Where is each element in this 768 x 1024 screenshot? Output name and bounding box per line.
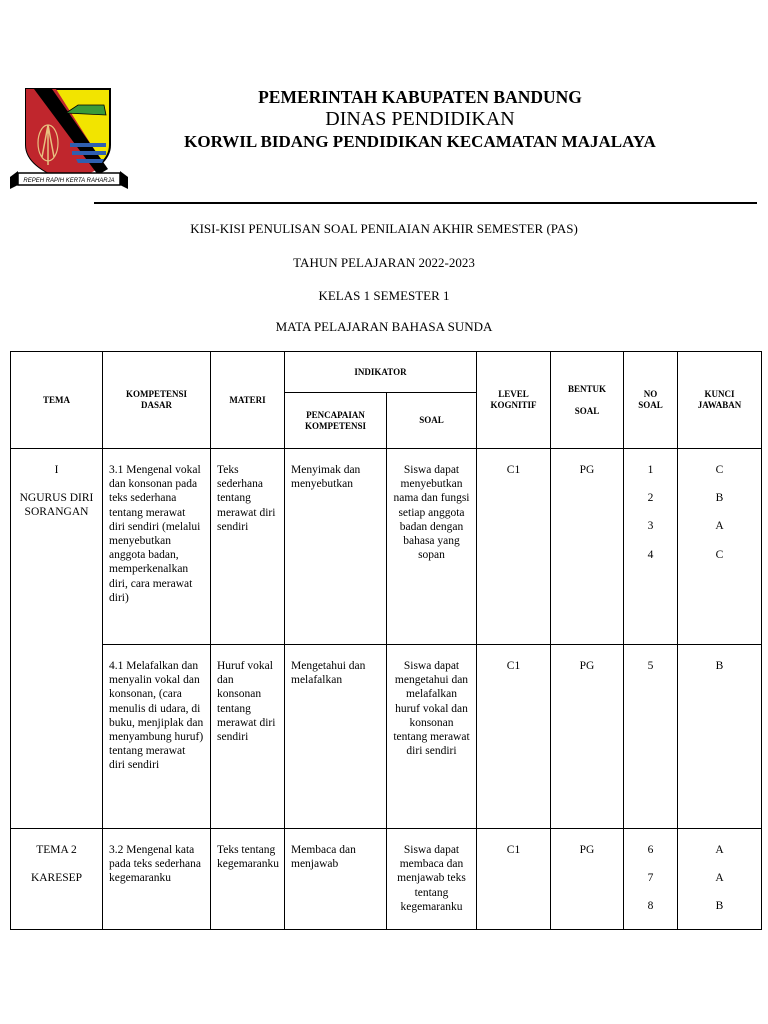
header-korwil: KORWIL BIDANG PENDIDIKAN KECAMATAN MAJALAYA xyxy=(184,132,656,151)
cell-level: C1 xyxy=(477,449,551,645)
cell-level: C1 xyxy=(477,829,551,930)
letterhead xyxy=(140,86,700,154)
header-government: PEMERINTAH KABUPATEN BANDUNG xyxy=(258,87,582,107)
cell-no-soal: 5 xyxy=(624,645,678,829)
cell-kunci: A A B xyxy=(678,829,762,930)
cell-pencapaian: Membaca dan menjawab xyxy=(285,829,387,930)
kisi-kisi-table xyxy=(10,351,762,930)
cell-kompetensi-dasar: 3.1 Mengenal vokal dan konsonan pada teks sederhana tentang merawat diri sendiri (melalui menyebutkan anggota badan, memperkenalkan diri, cara merawat diri) xyxy=(103,449,211,645)
cell-no-soal: 1 2 3 4 xyxy=(624,449,678,645)
cell-materi: Huruf vokal dan konsonan tentang merawat diri sendiri xyxy=(211,645,285,829)
table-row xyxy=(11,645,762,829)
col-no-soal: NO SOAL xyxy=(624,352,678,449)
cell-tema: I NGURUS DIRI SORANGAN xyxy=(11,449,103,829)
kabupaten-bandung-logo xyxy=(8,85,130,195)
table-row xyxy=(11,449,762,645)
cell-kompetensi-dasar: 3.2 Mengenal kata pada teks sederhana kegemaranku xyxy=(103,829,211,930)
cell-materi: Teks tentang kegemaranku xyxy=(211,829,285,930)
col-soal: SOAL xyxy=(387,393,477,449)
doc-subject: MATA PELAJARAN BAHASA SUNDA xyxy=(275,319,493,334)
cell-materi: Teks sederhana tentang merawat diri sendiri xyxy=(211,449,285,645)
cell-pencapaian: Mengetahui dan melafalkan xyxy=(285,645,387,829)
table-row xyxy=(11,829,762,930)
col-level-kognitif: LEVEL KOGNITIF xyxy=(477,352,551,449)
doc-class: KELAS 1 SEMESTER 1 xyxy=(318,288,450,303)
cell-level: C1 xyxy=(477,645,551,829)
col-kompetensi-dasar: KOMPETENSI DASAR xyxy=(103,352,211,449)
col-materi: MATERI xyxy=(211,352,285,449)
col-bentuk-soal: BENTUK SOAL xyxy=(551,352,624,449)
header-divider xyxy=(94,202,757,204)
cell-bentuk: PG xyxy=(551,645,624,829)
cell-pencapaian: Menyimak dan menyebutkan xyxy=(285,449,387,645)
header-row-1 xyxy=(11,352,762,393)
col-tema: TEMA xyxy=(11,352,103,449)
cell-soal: Siswa dapat mengetahui dan melafalkan huruf vokal dan konsonan tentang merawat diri sendiri xyxy=(387,645,477,829)
logo-motto-text: REPEH RAPIH KERTA RAHARJA xyxy=(23,178,115,184)
cell-soal: Siswa dapat membaca dan menjawab teks tentang kegemaranku xyxy=(387,829,477,930)
cell-bentuk: PG xyxy=(551,449,624,645)
cell-kompetensi-dasar: 4.1 Melafalkan dan menyalin vokal dan konsonan, (cara menulis di udara, di buku, menjiplak dan menyambung huruf) tentang merawat diri sendiri xyxy=(103,645,211,829)
cell-kunci: B xyxy=(678,645,762,829)
cell-kunci: C B A C xyxy=(678,449,762,645)
doc-year: TAHUN PELAJARAN 2022-2023 xyxy=(293,255,475,270)
col-indikator: INDIKATOR xyxy=(285,352,477,393)
doc-title: KISI-KISI PENULISAN SOAL PENILAIAN AKHIR SEMESTER (PAS) xyxy=(190,221,578,236)
cell-tema: TEMA 2 KARESEP xyxy=(11,829,103,930)
header-dinas: DINAS PENDIDIKAN xyxy=(325,108,515,130)
col-pencapaian-kompetensi: PENCAPAIAN KOMPETENSI xyxy=(285,393,387,449)
cell-soal: Siswa dapat menyebutkan nama dan fungsi setiap anggota badan dengan bahasa yang sopan xyxy=(387,449,477,645)
cell-no-soal: 6 7 8 xyxy=(624,829,678,930)
cell-bentuk: PG xyxy=(551,829,624,930)
col-kunci-jawaban: KUNCI JAWABAN xyxy=(678,352,762,449)
